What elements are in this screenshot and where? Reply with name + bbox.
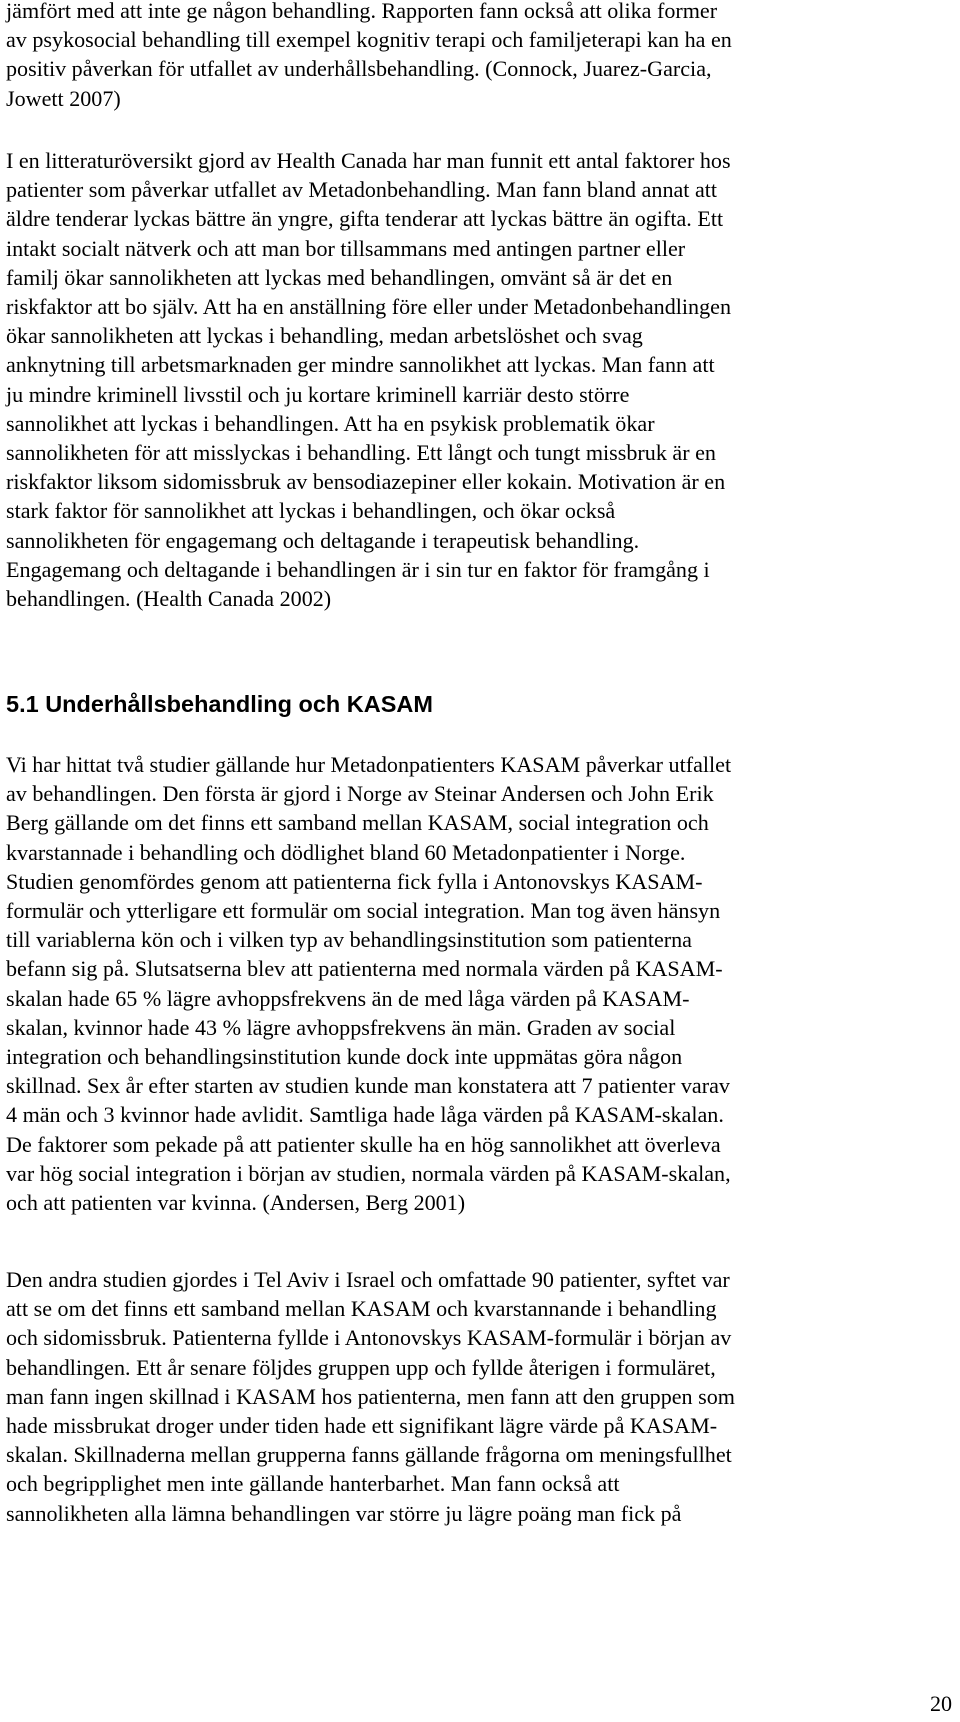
text-line: och sidomissbruk. Patienterna fyllde i Antonovskys KASAM-formulär i början av xyxy=(6,1325,732,1351)
text-line: skalan. Skillnaderna mellan grupperna fanns gällande frågorna om meningsfullhet xyxy=(6,1442,732,1468)
text-line: skalan hade 65 % lägre avhoppsfrekvens än de med låga värden på KASAM- xyxy=(6,985,690,1011)
paragraph-health-canada-review xyxy=(6,146,731,613)
text-line: Berg gällande om det finns ett samband mellan KASAM, social integration och xyxy=(6,810,709,836)
text-line: sannolikheten alla lämna behandlingen var större ju lägre poäng man fick på xyxy=(6,1500,682,1526)
text-line: behandlingen. Ett år senare följdes gruppen upp och fyllde återigen i formuläret, xyxy=(6,1354,716,1380)
text-line: anknytning till arbetsmarknaden ger mindre sannolikhet att lyckas. Man fann att xyxy=(6,352,715,378)
text-line: och begripplighet men inte gällande hanterbarhet. Man fann också att xyxy=(6,1471,620,1497)
paragraph-first-study xyxy=(6,750,731,1217)
text-line: Studien genomfördes genom att patienterna fick fylla i Antonovskys KASAM- xyxy=(6,868,703,894)
text-line: Engagemang och deltagande i behandlingen är i sin tur en faktor för framgång i xyxy=(6,556,710,582)
text-line: Jowett 2007) xyxy=(6,85,121,111)
text-line: man fann ingen skillnad i KASAM hos patienterna, men fann att den gruppen som xyxy=(6,1383,735,1409)
text-line: och att patienten var kvinna. (Andersen, Berg 2001) xyxy=(6,1190,466,1216)
paragraph-psychosocial-treatment xyxy=(6,0,732,113)
text-line: Vi har hittat två studier gällande hur Metadonpatienters KASAM påverkar utfallet xyxy=(6,752,732,777)
text-line: De faktorer som pekade på att patienter skulle ha en hög sannolikhet att överleva xyxy=(6,1131,721,1157)
text-line: intakt socialt nätverk och att man bor tillsammans med antingen partner eller xyxy=(6,235,686,261)
text-line: familj ökar sannolikheten att lyckas med behandlingen, omvänt så är det en xyxy=(6,264,673,290)
text-line: hade missbrukat droger under tiden hade ett signifikant lägre värde på KASAM- xyxy=(6,1413,718,1439)
text-line: skillnad. Sex år efter starten av studien kunde man konstatera att 7 patienter varav xyxy=(6,1073,730,1099)
text-line: positiv påverkan för utfallet av underhållsbehandling. (Connock, Juarez-Garcia, xyxy=(6,56,712,82)
text-line: Den andra studien gjordes i Tel Aviv i Israel och omfattade 90 patienter, syftet var xyxy=(6,1267,730,1292)
text-line: kvarstannade i behandling och dödlighet bland 60 Metadonpatienter i Norge. xyxy=(6,839,686,865)
paragraph-second-study xyxy=(6,1265,735,1528)
text-line: integration och behandlingsinstitution kunde dock inte uppmätas göra någon xyxy=(6,1044,683,1070)
text-line: 4 män och 3 kvinnor hade avlidit. Samtliga hade låga värden på KASAM-skalan. xyxy=(6,1102,724,1128)
text-line: befann sig på. Slutsatserna blev att patienterna med normala värden på KASAM- xyxy=(6,956,723,982)
text-line: av psykosocial behandling till exempel kognitiv terapi och familjeterapi kan ha en xyxy=(6,27,732,53)
page-number: 20 xyxy=(930,1691,953,1716)
text-line: av behandlingen. Den första är gjord i Norge av Steinar Andersen och John Erik xyxy=(6,781,714,807)
text-line: var hög social integration i början av studien, normala värden på KASAM-skalan, xyxy=(6,1160,731,1186)
text-line: I en litteraturöversikt gjord av Health Canada har man funnit ett antal faktorer hos xyxy=(6,148,731,173)
text-line: behandlingen. (Health Canada 2002) xyxy=(6,586,332,612)
text-line: äldre tenderar lyckas bättre än yngre, gifta tenderar att lyckas bättre än ogifta. Ett xyxy=(6,206,724,232)
text-line: ju mindre kriminell livsstil och ju kortare kriminell karriär desto större xyxy=(6,381,630,407)
text-line: patienter som påverkar utfallet av Metadonbehandling. Man fann bland annat att xyxy=(6,177,718,203)
text-line: stark faktor för sannolikhet att lyckas i behandlingen, och ökar också xyxy=(6,498,616,524)
text-line: sannolikheten för att misslyckas i behandling. Ett långt och tungt missbruk är en xyxy=(6,440,716,466)
text-line: sannolikhet att lyckas i behandlingen. Att ha en psykisk problematik ökar xyxy=(6,410,655,436)
text-line: sannolikheten för engagemang och deltagande i terapeutisk behandling. xyxy=(6,527,640,553)
text-line: formulär och ytterligare ett formulär om social integration. Man tog även hänsyn xyxy=(6,898,721,924)
text-line: skalan, kvinnor hade 43 % lägre avhoppsfrekvens än män. Graden av social xyxy=(6,1014,676,1040)
section-heading: 5.1 Underhållsbehandling och KASAM xyxy=(6,691,433,717)
text-line: att se om det finns ett samband mellan KASAM och kvarstannande i behandling xyxy=(6,1296,717,1322)
text-line: ökar sannolikheten att lyckas i behandling, medan arbetslöshet och svag xyxy=(6,323,643,349)
text-line: riskfaktor liksom sidomissbruk av bensodiazepiner eller kokain. Motivation är en xyxy=(6,469,726,495)
text-line: jämfört med att inte ge någon behandling. Rapporten fann också att olika former xyxy=(6,0,718,23)
text-line: till variablerna kön och i vilken typ av behandlingsinstitution som patienterna xyxy=(6,927,692,953)
text-line: riskfaktor att bo själv. Att ha en anställning före eller under Metadonbehandlingen xyxy=(6,294,731,320)
